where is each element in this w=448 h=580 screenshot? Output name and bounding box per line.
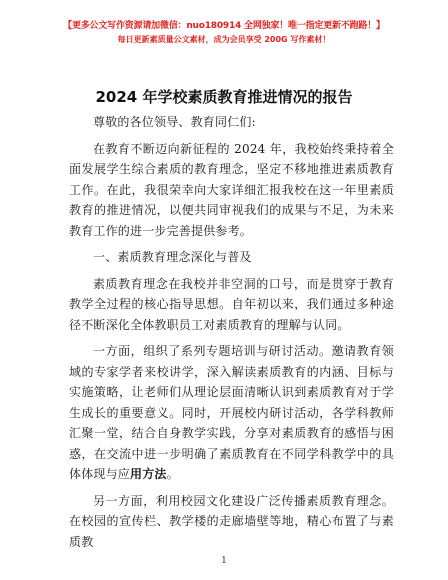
document-title: 2024 年学校素质教育推进情况的报告 (95, 88, 353, 106)
section-paragraph-1: 素质教育理念在我校并非空洞的口号，而是贯穿于教育教学全过程的核心指导思想。自年初以来，我们通过多种途径不断深化全体教职员工对素质教育的理解与认同。 (69, 276, 394, 332)
section-paragraph-3: 另一方面，利用校园文化建设广泛传播素质教育理念。在校园的宣传栏、教学楼的走廊墙壁等地，精心布置了与素质教 (69, 493, 394, 549)
section-paragraph-2-main: 一方面，组织了系列专题培训与研讨活动。邀请教育领域的专家学者来校讲学，深入解读素质教育的内涵、目标与实施策略，让老师们从理论层面清晰认识到素质教育对于学生成长的重要意义。同时，开展校内研讨活动，各学科教师汇聚一堂，结合自身教学实践，分享对素质教育的感悟与困惑，在交流中进一步明确了素质教育在不同学科教学中的具体体现与应 (69, 344, 394, 481)
page-number: 1 (221, 556, 227, 566)
document-body (69, 112, 394, 552)
section-heading: 一、素质教育理念深化与普及 (93, 250, 252, 264)
promo-banner-line2: 每日更新素质量公文素材，成为会员享受 200G 写作素材！ (117, 35, 331, 44)
section-paragraph-2-bold: 用方法 (130, 467, 167, 481)
intro-paragraph: 在教育不断迈向新征程的 2024 年，我校始终秉持着全面发展学生综合素质的教育理念，坚定不移地推进素质教育工作。在此，我很荣幸向大家详细汇报我校在这一年里素质教育的推进情况，以便共同审视我们的成果与不足，为未来教育工作的进一步完善提供参考。 (69, 141, 394, 238)
section-paragraph-2-end: 。 (166, 467, 179, 481)
salutation: 尊敬的各位领导、教育同仁们: (93, 115, 256, 129)
promo-banner (0, 20, 448, 46)
promo-banner-line1: 【更多公文写作资源请加微信：nuo180914 全网独家！唯一指定更新不跑路！】 (63, 21, 385, 31)
section-paragraph-2 (69, 341, 394, 485)
